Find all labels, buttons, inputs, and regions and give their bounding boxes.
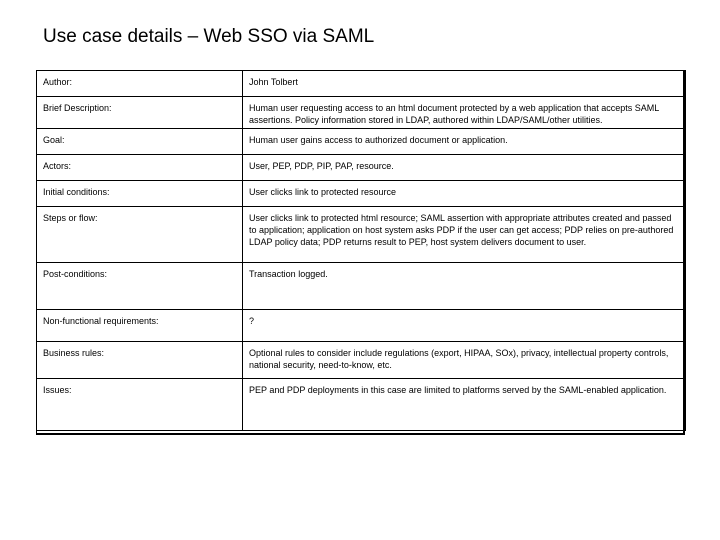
issues-value: PEP and PDP deployments in this case are limited to platforms served by the SAML-enabled application. [243, 379, 686, 431]
goal-label: Goal: [37, 129, 243, 155]
page-title: Use case details – Web SSO via SAML [43, 26, 375, 47]
table-row [37, 379, 686, 431]
non-functional-requirements-value: ? [243, 310, 686, 342]
table-row [37, 342, 686, 379]
actors-value: User, PEP, PDP, PIP, PAP, resource. [243, 155, 686, 181]
brief-description-label: Brief Description: [37, 97, 243, 129]
table-row [37, 207, 686, 263]
table-row [37, 97, 686, 129]
post-conditions-label: Post-conditions: [37, 263, 243, 310]
steps-or-flow-value: User clicks link to protected html resource; SAML assertion with appropriate attributes created and passed to application; application on host system asks PDP if the user can get access; PDP relies on pre-authored LDAP policy data; PDP returns result to PEP, host system delivers document to user. [243, 207, 686, 263]
author-label: Author: [37, 71, 243, 97]
initial-conditions-label: Initial conditions: [37, 181, 243, 207]
author-value: John Tolbert [243, 71, 686, 97]
table-row [37, 310, 686, 342]
table-row [37, 263, 686, 310]
table-row [37, 155, 686, 181]
business-rules-value: Optional rules to consider include regulations (export, HIPAA, SOx), privacy, intellectual property controls, national security, need-to-know, etc. [243, 342, 686, 379]
use-case-details-table [36, 70, 686, 431]
table-row [37, 129, 686, 155]
post-conditions-value: Transaction logged. [243, 263, 686, 310]
brief-description-value: Human user requesting access to an html document protected by a web application that accepts SAML assertions. Policy information stored in LDAP, authored within LDAP/SAML/other utilities. [243, 97, 686, 129]
issues-label: Issues: [37, 379, 243, 431]
steps-or-flow-label: Steps or flow: [37, 207, 243, 263]
non-functional-requirements-label: Non-functional requirements: [37, 310, 243, 342]
table-row [37, 71, 686, 97]
initial-conditions-value: User clicks link to protected resource [243, 181, 686, 207]
table-row [37, 181, 686, 207]
business-rules-label: Business rules: [37, 342, 243, 379]
goal-value: Human user gains access to authorized document or application. [243, 129, 686, 155]
actors-label: Actors: [37, 155, 243, 181]
